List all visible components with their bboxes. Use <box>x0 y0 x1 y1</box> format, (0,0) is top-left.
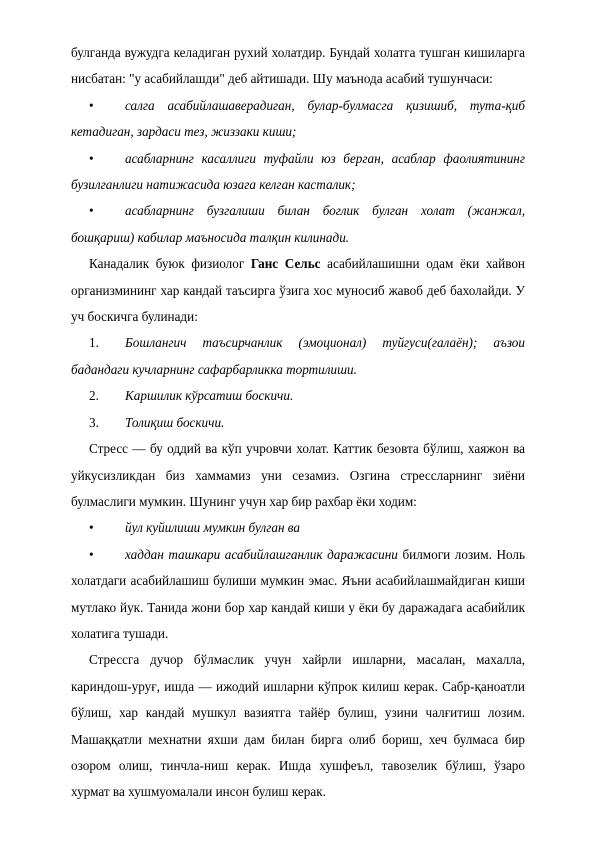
numbered-item-3 <box>71 410 525 436</box>
bullet-marker: • <box>89 203 94 219</box>
numbered-text: Каршилик кўрсатиш боскичи. <box>125 388 294 404</box>
paragraph-text: асабийлашишни одам ёки хайвон организмининг хар кандай таъсирга ўзига хос муносиб жавоб деб бахолайди. У уч боскичга булинади: <box>71 256 525 325</box>
bullet-text: асабларнинг бузгалиши билан боглик булган холат (жанжал, бошқариш) кабилар маъносида талқин килинади. <box>71 203 525 245</box>
bullet-item-3 <box>71 198 525 251</box>
bullet-item-5 <box>71 542 525 648</box>
bullet-item-4 <box>71 515 525 541</box>
numbered-text: Толиқиш боскичи. <box>125 414 225 430</box>
bullet-marker: • <box>89 520 94 536</box>
numbered-item-2 <box>71 383 525 409</box>
number-marker: 2. <box>89 388 99 404</box>
bullet-text: асабларнинг касаллиги туфайли юз берган, асаблар фаолиятининг бузилганлиги натижасида юзага келган касталик; <box>71 150 525 193</box>
bullet-marker: • <box>89 150 94 166</box>
numbered-text: Бошлангич таъсирчанлик (эмоционал) туйгуси(галаён); аъзои бадандаги кучларнинг сафарбарликка тортилиши. <box>71 335 525 377</box>
paragraph-selye <box>71 251 525 330</box>
number-marker: 1. <box>89 335 99 351</box>
bullet-item-2 <box>71 146 525 199</box>
bullet-text: йул куйилиши мумкин булган ва <box>125 520 301 536</box>
bullet-text-italic: хаддан ташкари асабийлашганлик даражасини <box>125 546 398 562</box>
number-marker: 3. <box>89 414 99 430</box>
paragraph-text: Канадалик буюк физиолог <box>89 256 251 272</box>
person-name: Ганс Сельс <box>250 256 321 272</box>
document-page <box>71 40 525 806</box>
paragraph-stress: Стресс — бу оддий ва кўп учровчи холат. Каттик безовта бўлиш, хаяжон ва уйкусизликдан биз хаммамиз уни сезамиз. Озгина стресcларнинг зиёни булмаслиги мумкин. Шунинг учун хар бир рахбар ёки ходим: <box>71 441 525 509</box>
bullet-text: салга асабийлашаверадиган, булар-булмасга қизишиб, тута-қиб кетадиган, зардаси тез, жиззаки киши; <box>71 97 525 140</box>
bullet-item-1 <box>71 93 525 146</box>
paragraph-intro: булганда вужудга келадиган рухий холатдир. Бундай холатга тушган кишиларга нисбатан: "у асабийлашди" деб айтишади. Шу маънода асабий тушунчаси: <box>71 45 525 87</box>
bullet-text: билмоги лозим. Ноль холатдаги асабийлашиш булиши мумкин эмас. Яъни асабийлашмайдиган киши мутлако йук. Танида жони бор хар кандай киши у ёки бу даражадага асабийлик холатига тушади. <box>71 546 525 641</box>
bullet-marker: • <box>89 546 94 562</box>
paragraph-advice: Стрессга дучор бўлмаслик учун хайрли ишларни, масалан, махалла, кариндош-уруғ, ишда — ижодий ишларни кўпрок килиш керак. Сабр-қаноатли бўлиш, хар кандай мушкул вазиятга тайёр булиш, узини чалғитиш лозим. Машаққатли мехнатни яхши дам билан бирга олиб бориш, хеч булмаса бир озором олиш, тинчла-ниш керак. Ишда хушфеъл, тавозелик бўлиш, ўзаро хурмат ва хушмуомалали инсон булиш керак. <box>71 652 525 800</box>
numbered-item-1 <box>71 330 525 383</box>
bullet-marker: • <box>89 97 94 113</box>
